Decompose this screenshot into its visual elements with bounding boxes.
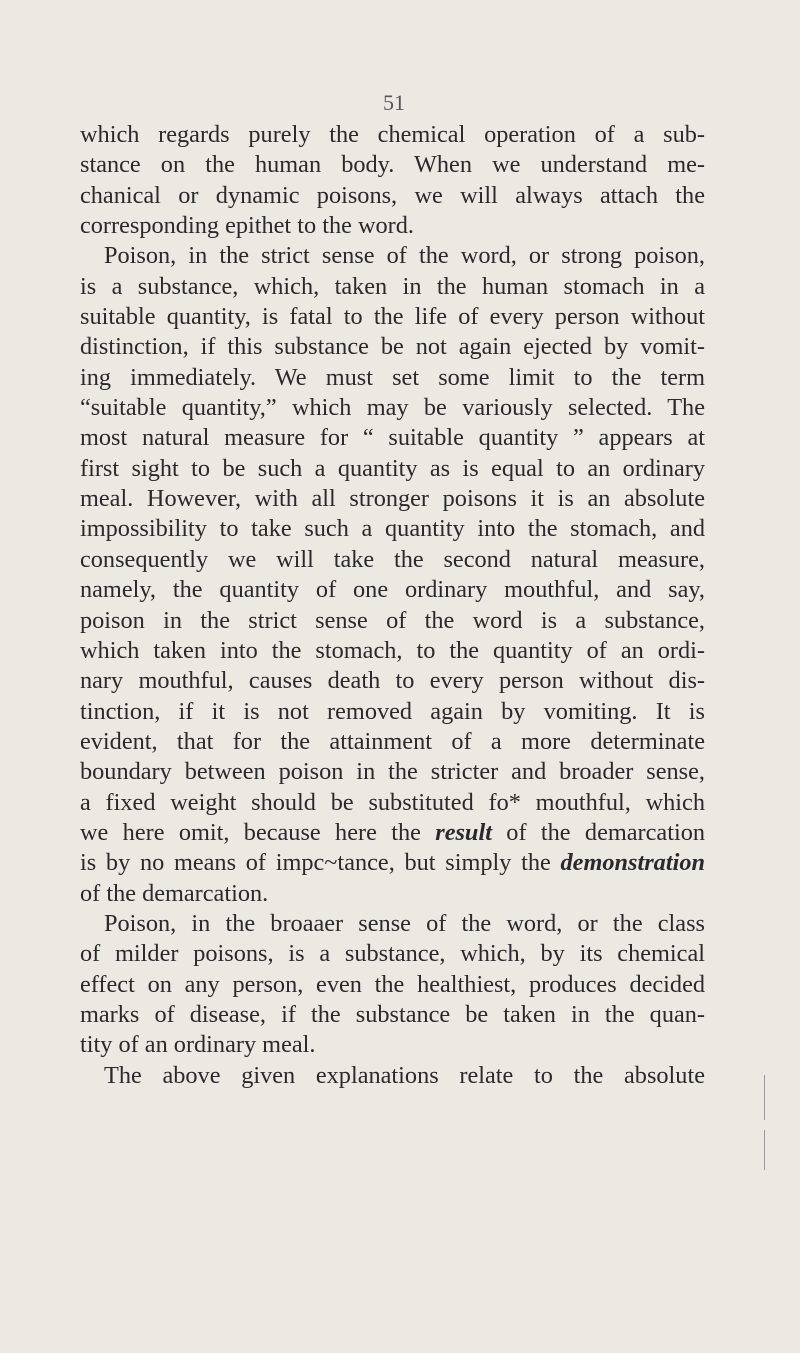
text-line: which regards purely the chemical operation of a sub- <box>80 121 705 148</box>
text-line: tity of an ordinary meal. <box>80 1031 316 1059</box>
text-line: effect on any person, even the healthiest, produces decided <box>80 970 705 998</box>
text-line: Poison, in the broaaer sense of the word, or the class <box>104 909 705 937</box>
text-line: we here omit, because here the result of the demarcation <box>80 818 705 846</box>
text-line: “suitable quantity,” which may be variously selected. The <box>80 394 705 422</box>
text-line: ing immediately. We must set some limit to the term <box>80 363 705 391</box>
text-line: of milder poisons, is a substance, which, by its chemical <box>80 940 705 968</box>
text-line: distinction, if this substance be not again ejected by vomit- <box>80 333 705 361</box>
margin-rule <box>764 1075 765 1120</box>
text-line: stance on the human body. When we understand me- <box>80 151 705 179</box>
text-line: consequently we will take the second natural measure, <box>80 545 705 573</box>
text-line: impossibility to take such a quantity into the stomach, and <box>80 515 705 543</box>
text-line: of the demarcation. <box>80 879 269 907</box>
text-line: most natural measure for “ suitable quantity ” appears at <box>80 424 705 452</box>
text-line: tinction, if it is not removed again by vomiting. It is <box>80 697 705 725</box>
body-text <box>80 120 705 1091</box>
text-line: poison in the strict sense of the word is a substance, <box>80 606 705 634</box>
text-line: boundary between poison in the stricter and broader sense, <box>80 758 705 786</box>
text-line: Poison, in the strict sense of the word, or strong poison, <box>104 242 705 270</box>
text-line: is by no means of impc~tance, but simply the demonstration <box>80 849 705 877</box>
text-line: a fixed weight should be substituted fo* mouthful, which <box>80 788 705 816</box>
text-line: The above given explanations relate to the absolute <box>104 1061 705 1089</box>
text-line: first sight to be such a quantity as is equal to an ordinary <box>80 454 705 482</box>
text-line: marks of disease, if the substance be taken in the quan- <box>80 1000 705 1028</box>
margin-rule <box>764 1130 765 1170</box>
text-line: is a substance, which, taken in the human stomach in a <box>80 272 705 300</box>
text-line: evident, that for the attainment of a more determinate <box>80 727 705 755</box>
text-line: suitable quantity, is fatal to the life of every person without <box>80 303 705 331</box>
text-line: meal. However, with all stronger poisons it is an absolute <box>80 485 705 513</box>
text-line: corresponding epithet to the word. <box>80 212 414 240</box>
text-line: chanical or dynamic poisons, we will always attach the <box>80 181 705 209</box>
text-line: nary mouthful, causes death to every person without dis- <box>80 667 705 695</box>
page-number: 51 <box>383 90 405 115</box>
text-line: namely, the quantity of one ordinary mouthful, and say, <box>80 576 705 604</box>
text-line: which taken into the stomach, to the quantity of an ordi- <box>80 636 705 664</box>
